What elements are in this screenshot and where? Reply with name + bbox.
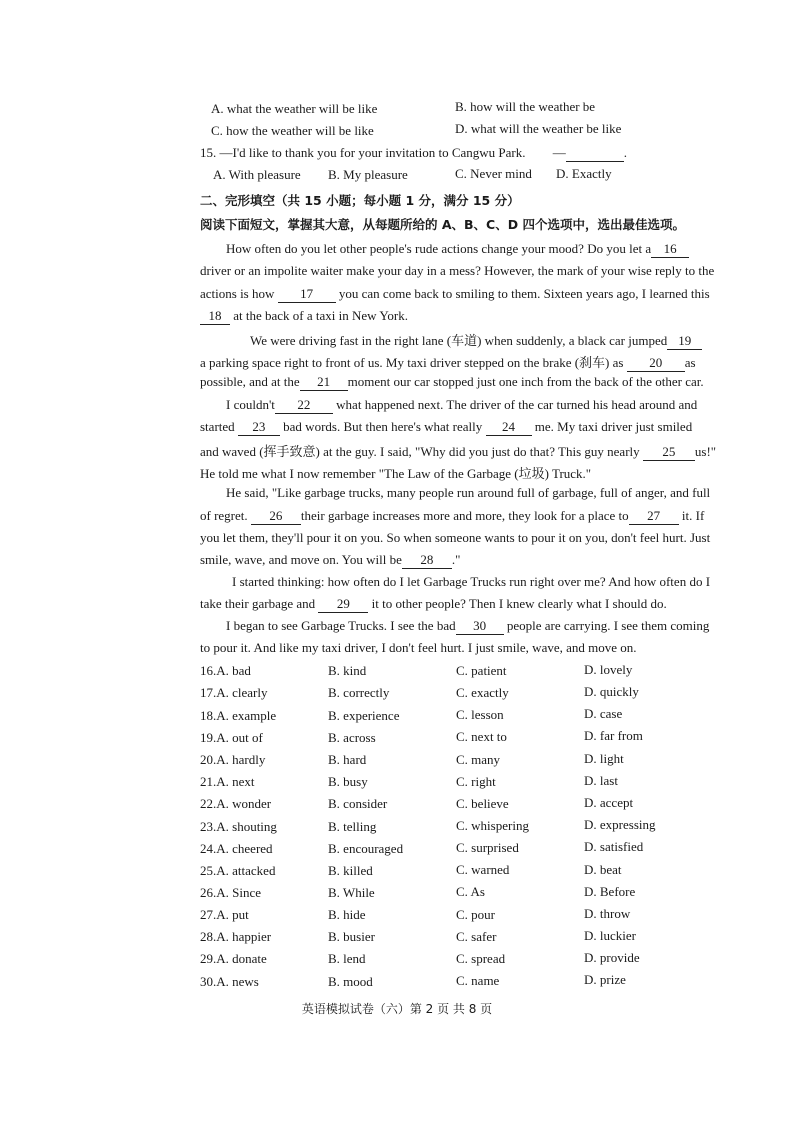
blank-16[interactable]: 16	[651, 241, 689, 258]
passage-text: their garbage increases more and more, they look for a place to	[300, 508, 629, 523]
option-27c[interactable]: C. pour	[456, 907, 495, 922]
passage-text: of regret.	[200, 508, 248, 523]
passage-text: you can come back to smiling to them. Sixteen years ago, I learned this	[338, 286, 710, 301]
option-20a[interactable]: 20.A. hardly	[200, 752, 266, 767]
blank-30[interactable]: 30	[456, 618, 504, 635]
option-17a[interactable]: 17.A. clearly	[200, 685, 268, 700]
option-20b[interactable]: B. hard	[328, 752, 367, 767]
option-21a[interactable]: 21.A. next	[200, 774, 255, 789]
passage-line	[200, 374, 704, 391]
passage-line	[200, 286, 710, 303]
passage-text: a parking space right to front of us. My taxi driver stepped on the brake (刹车) as	[200, 355, 624, 370]
option-22c[interactable]: C. believe	[456, 796, 509, 811]
option-24a[interactable]: 24.A. cheered	[200, 841, 273, 856]
q15-reply-end: .	[623, 145, 627, 160]
passage-text: moment our car stopped just one inch from the back of the other car.	[347, 374, 704, 389]
section-heading: 二、完形填空（共 15 小题；每小题 1 分，满分 15 分）	[200, 193, 520, 208]
passage-line: He told me what I now remember "The Law of the Garbage (垃圾) Truck."	[200, 466, 592, 481]
passage-line	[200, 308, 408, 325]
option-21c[interactable]: C. right	[456, 774, 496, 789]
passage-text: How often do you let other people's rude actions change your mood? Do you let a	[226, 241, 652, 256]
passage-text: actions is how	[200, 286, 275, 301]
option-22b[interactable]: B. consider	[328, 796, 388, 811]
option-18b[interactable]: B. experience	[328, 708, 400, 723]
passage-line	[226, 397, 697, 414]
blank-25[interactable]: 25	[643, 444, 695, 461]
option-17d[interactable]: D. quickly	[584, 684, 639, 699]
option-20d[interactable]: D. light	[584, 751, 624, 766]
blank-28[interactable]: 28	[402, 552, 452, 569]
option-18d[interactable]: D. case	[584, 706, 623, 721]
passage-text: at the back of a taxi in New York.	[233, 308, 408, 323]
blank-27[interactable]: 27	[629, 508, 679, 525]
q15-stem	[200, 145, 627, 162]
passage-line	[200, 419, 692, 436]
q15-option-d: D. Exactly	[556, 166, 612, 181]
blank-22[interactable]: 22	[275, 397, 333, 414]
passage-text: smile, wave, and move on. You will be	[200, 552, 402, 567]
passage-text: and waved (挥手致意) at the guy. I said, "Why did you just do that? This guy nearly	[200, 444, 640, 459]
option-26c[interactable]: C. As	[456, 884, 485, 899]
passage-text: it to other people? Then I knew clearly what I should do.	[371, 596, 667, 611]
option-23a[interactable]: 23.A. shouting	[200, 819, 277, 834]
option-25d[interactable]: D. beat	[584, 862, 622, 877]
passage-text: I couldn't	[226, 397, 275, 412]
passage-text: us!"	[694, 444, 717, 459]
option-25c[interactable]: C. warned	[456, 862, 510, 877]
option-23c[interactable]: C. whispering	[456, 818, 529, 833]
option-29a[interactable]: 29.A. donate	[200, 951, 267, 966]
blank-26[interactable]: 26	[251, 508, 301, 525]
passage-text: as	[684, 355, 696, 370]
passage-line	[200, 441, 716, 461]
q14-option-a: A. what the weather will be like	[211, 101, 378, 116]
option-21b[interactable]: B. busy	[328, 774, 368, 789]
option-30b[interactable]: B. mood	[328, 974, 373, 989]
option-16c[interactable]: C. patient	[456, 663, 507, 678]
option-18a[interactable]: 18.A. example	[200, 708, 277, 723]
page-footer: 英语模拟试卷（六）第 2 页 共 8 页	[301, 1002, 493, 1016]
option-29c[interactable]: C. spread	[456, 951, 506, 966]
option-27d[interactable]: D. throw	[584, 906, 631, 921]
blank-21[interactable]: 21	[300, 374, 348, 391]
passage-text: I began to see Garbage Trucks. I see the bad	[226, 618, 456, 633]
option-24b[interactable]: B. encouraged	[328, 841, 404, 856]
option-22a[interactable]: 22.A. wonder	[200, 796, 272, 811]
q15-option-a: A. With pleasure	[213, 167, 301, 182]
passage-text: me. My taxi driver just smiled	[534, 419, 693, 434]
blank-18[interactable]: 18	[200, 308, 230, 325]
option-20c[interactable]: C. many	[456, 752, 501, 767]
passage-line: He said, "Like garbage trucks, many people run around full of garbage, full of anger, and full	[226, 485, 711, 500]
option-26b[interactable]: B. While	[328, 885, 375, 900]
blank-29[interactable]: 29	[318, 596, 368, 613]
option-28b[interactable]: B. busier	[328, 929, 375, 944]
option-30d[interactable]: D. prize	[584, 972, 626, 987]
option-19a[interactable]: 19.A. out of	[200, 730, 263, 745]
option-28d[interactable]: D. luckier	[584, 928, 636, 943]
passage-line: I started thinking: how often do I let Garbage Trucks run right over me? And how often do I	[232, 574, 711, 589]
option-23d[interactable]: D. expressing	[584, 817, 656, 832]
option-25a[interactable]: 25.A. attacked	[200, 863, 276, 878]
option-16d[interactable]: D. lovely	[584, 662, 633, 677]
passage-text: what happened next. The driver of the car turned his head around and	[336, 397, 698, 412]
option-29d[interactable]: D. provide	[584, 950, 640, 965]
passage-text: bad words. But then here's what really	[283, 419, 483, 434]
passage-line	[226, 241, 689, 258]
passage-line	[200, 552, 460, 569]
blank-19[interactable]: 19	[667, 333, 702, 350]
passage-line: you let them, they'll pour it on you. So when someone wants to pour it on you, don't feel hurt. Just	[200, 530, 711, 545]
option-21d[interactable]: D. last	[584, 773, 618, 788]
blank-20[interactable]: 20	[627, 355, 685, 372]
option-16b[interactable]: B. kind	[328, 663, 367, 678]
passage-text: started	[200, 419, 235, 434]
option-30c[interactable]: C. name	[456, 973, 500, 988]
option-23b[interactable]: B. telling	[328, 819, 377, 834]
q15-option-c: C. Never mind	[455, 166, 532, 181]
blank-17[interactable]: 17	[278, 286, 336, 303]
passage-text: We were driving fast in the right lane (车道) when suddenly, a black car jumped	[250, 333, 668, 348]
passage-line	[226, 618, 709, 635]
option-27a[interactable]: 27.A. put	[200, 907, 249, 922]
passage-text: possible, and at the	[200, 374, 300, 389]
blank-24[interactable]: 24	[486, 419, 532, 436]
option-29b[interactable]: B. lend	[328, 951, 366, 966]
option-26a[interactable]: 26.A. Since	[200, 885, 262, 900]
option-28c[interactable]: C. safer	[456, 929, 497, 944]
q14-option-c: C. how the weather will be like	[211, 123, 374, 138]
passage-line	[200, 596, 667, 613]
passage-line	[250, 330, 702, 350]
passage-line: driver or an impolite waiter make your day in a mess? However, the mark of your wise reply to the	[200, 263, 715, 278]
passage-text: people are carrying. I see them coming	[506, 618, 710, 633]
passage-line: to pour it. And like my taxi driver, I don't feel hurt. I just smile, wave, and move on.	[200, 640, 637, 655]
passage-text: it. If	[681, 508, 705, 523]
passage-text: ."	[451, 552, 461, 567]
section-instruction: 阅读下面短文，掌握其大意，从每题所给的 A、B、C、D 四个选项中，选出最佳选项。	[200, 217, 685, 232]
blank-23[interactable]: 23	[238, 419, 280, 436]
option-28a[interactable]: 28.A. happier	[200, 929, 272, 944]
q15-reply-dash: —	[552, 145, 566, 160]
q15-answer-blank[interactable]	[566, 145, 624, 162]
option-19c[interactable]: C. next to	[456, 729, 507, 744]
option-19b[interactable]: B. across	[328, 730, 376, 745]
option-24d[interactable]: D. satisfied	[584, 839, 644, 854]
q14-option-d: D. what will the weather be like	[455, 121, 622, 136]
option-19d[interactable]: D. far from	[584, 728, 643, 743]
option-18c[interactable]: C. lesson	[456, 707, 504, 722]
option-16a[interactable]: 16.A. bad	[200, 663, 251, 678]
option-17c[interactable]: C. exactly	[456, 685, 509, 700]
option-26d[interactable]: D. Before	[584, 884, 636, 899]
q15-option-b: B. My pleasure	[328, 167, 408, 182]
option-25b[interactable]: B. killed	[328, 863, 373, 878]
passage-line	[200, 352, 696, 372]
q14-option-b: B. how will the weather be	[455, 99, 596, 114]
option-30a[interactable]: 30.A. news	[200, 974, 259, 989]
option-27b[interactable]: B. hide	[328, 907, 366, 922]
option-24c[interactable]: C. surprised	[456, 840, 519, 855]
passage-text: take their garbage and	[200, 596, 316, 611]
option-17b[interactable]: B. correctly	[328, 685, 390, 700]
option-22d[interactable]: D. accept	[584, 795, 634, 810]
q15-stem-text: 15. —I'd like to thank you for your invitation to Cangwu Park.	[200, 145, 526, 160]
passage-line	[200, 508, 704, 525]
